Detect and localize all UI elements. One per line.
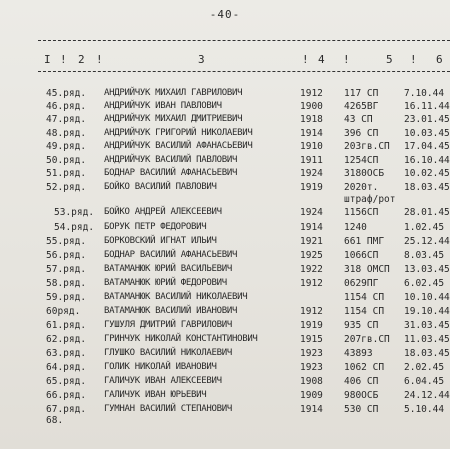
person-name: АНДРИЙЧУК ГРИГОРИЙ НИКОЛАЕВИЧ (104, 128, 253, 138)
row-number: 59.ряд. (46, 292, 87, 303)
row-number: 62.ряд. (46, 334, 87, 345)
birth-year: 1911 (300, 155, 323, 166)
unit: 318 ОМСП (344, 264, 390, 275)
table-row (0, 390, 450, 403)
date: 25.12.44 (404, 236, 450, 247)
header-col-5: 5 (386, 53, 393, 66)
table-row (0, 141, 450, 154)
unit: 661 ПМГ (344, 236, 385, 247)
header-col-4: 4 (318, 53, 325, 66)
row-number: 48.ряд. (46, 128, 87, 139)
birth-year: 1915 (300, 334, 323, 345)
table-row (0, 278, 450, 291)
unit: 1154 СП (344, 306, 385, 317)
unit: 3180ОСБ (344, 168, 385, 179)
date: 10.02.45 (404, 168, 450, 179)
header-bottom-rule (38, 71, 450, 72)
row-number: 63.ряд. (46, 348, 87, 359)
table-row (0, 415, 450, 428)
person-name: ГАЛИЧУК ИВАН АЛЕКСЕЕВИЧ (104, 376, 222, 386)
header-sep-1: ! (60, 53, 67, 66)
birth-year: 1922 (300, 264, 323, 275)
row-number: 57.ряд. (46, 264, 87, 275)
person-name: ВАТАМАНЮК ЮРИЙ ВАСИЛЬЕВИЧ (104, 264, 232, 274)
birth-year: 1924 (300, 168, 323, 179)
row-number: 49.ряд. (46, 141, 87, 152)
table-row (0, 362, 450, 375)
table-row (0, 250, 450, 263)
person-name: ГЛУШКО ВАСИЛИЙ НИКОЛАЕВИЧ (104, 348, 232, 358)
person-name: АНДРИЙЧУК ИВАН ПАВЛОВИЧ (104, 101, 222, 111)
date: 11.03.45 (404, 334, 450, 345)
person-name: ГРИНЧУК НИКОЛАЙ КОНСТАНТИНОВИЧ (104, 334, 258, 344)
row-number: 56.ряд. (46, 250, 87, 261)
date: 2.02.45 (404, 362, 445, 373)
row-number: 53.ряд. (54, 207, 95, 218)
row-number: 50.ряд. (46, 155, 87, 166)
birth-year: 1912 (300, 278, 323, 289)
page-number: -40- (209, 8, 241, 21)
header-sep-3: ! (302, 53, 309, 66)
unit: 1062 СП (344, 362, 385, 373)
table-row (0, 348, 450, 361)
table-row (0, 320, 450, 333)
row-number: 67.ряд. (46, 404, 87, 415)
birth-year: 1914 (300, 222, 323, 233)
person-name: ГОЛИК НИКОЛАЙ ИВАНОВИЧ (104, 362, 217, 372)
date: 28.01.45 (404, 207, 450, 218)
table-row (0, 207, 450, 220)
table-row (0, 334, 450, 347)
unit: 203гв.СП (344, 141, 390, 152)
date: 7.10.44 (404, 88, 445, 99)
unit-note: штраф/рот (344, 194, 396, 205)
birth-year: 1923 (300, 362, 323, 373)
unit: 935 СП (344, 320, 379, 331)
person-name: ГАЛИЧУК ИВАН ЮРЬЕВИЧ (104, 390, 207, 400)
unit: 980ОСБ (344, 390, 379, 401)
birth-year: 1921 (300, 236, 323, 247)
table-row (0, 114, 450, 127)
row-number: 61.ряд. (46, 320, 87, 331)
person-name: БОДНАР ВАСИЛИЙ АФАНАСЬЕВИЧ (104, 168, 238, 178)
date: 16.11.44 (404, 101, 450, 112)
header-top-rule (38, 40, 450, 41)
date: 10.10.44 (404, 292, 450, 303)
date: 6.02.45 (404, 278, 445, 289)
person-name: ВАТАМАНЮК ВАСИЛИЙ ИВАНОВИЧ (104, 306, 238, 316)
person-name: БОРУК ПЕТР ФЕДОРОВИЧ (104, 222, 207, 232)
date: 17.04.45 (404, 141, 450, 152)
person-name: АНДРИЙЧУК ВАСИЛИЙ АФАНАСЬЕВИЧ (104, 141, 253, 151)
birth-year: 1912 (300, 88, 323, 99)
unit: 406 СП (344, 376, 379, 387)
birth-year: 1909 (300, 390, 323, 401)
birth-year: 1912 (300, 306, 323, 317)
date: 13.03.45 (404, 264, 450, 275)
header-col-2: 2 (78, 53, 85, 66)
person-name: ВАТАМАНЮК ВАСИЛИЙ НИКОЛАЕВИЧ (104, 292, 248, 302)
table-row (0, 222, 450, 235)
unit: 1240 (344, 222, 367, 233)
birth-year: 1900 (300, 101, 323, 112)
table-row (0, 155, 450, 168)
birth-year: 1923 (300, 348, 323, 359)
date: 16.10.44 (404, 155, 450, 166)
table-row (0, 292, 450, 305)
person-name: АНДРИЙЧУК МИХАИЛ ДМИТРИЕВИЧ (104, 114, 243, 124)
date: 31.03.45 (404, 320, 450, 331)
date: 23.01.45 (404, 114, 450, 125)
unit: 1254СП (344, 155, 379, 166)
table-row (0, 101, 450, 114)
row-number: 51.ряд. (46, 168, 87, 179)
row-number: 52.ряд. (46, 182, 87, 193)
date: 10.03.45 (404, 128, 450, 139)
table-row (0, 128, 450, 141)
unit: 43 СП (344, 114, 373, 125)
date: 18.03.45 (404, 348, 450, 359)
row-number: 60ряд. (46, 306, 81, 317)
unit: 530 СП (344, 404, 379, 415)
birth-year: 1914 (300, 128, 323, 139)
birth-year: 1919 (300, 182, 323, 193)
birth-year: 1924 (300, 207, 323, 218)
unit: 2020т. (344, 182, 379, 193)
header-sep-5: ! (410, 53, 417, 66)
table-row (0, 182, 450, 205)
table-row (0, 168, 450, 181)
unit: 1066СП (344, 250, 379, 261)
unit: 207гв.СП (344, 334, 390, 345)
date: 8.03.45 (404, 250, 445, 261)
unit: 0629ПГ (344, 278, 379, 289)
table-row (0, 236, 450, 249)
person-name: БОДНАР ВАСИЛИЙ АФАНАСЬЕВИЧ (104, 250, 238, 260)
table-row (0, 306, 450, 319)
person-name: ГУШУЛЯ ДМИТРИЙ ГАВРИЛОВИЧ (104, 320, 232, 330)
date: 1.02.45 (404, 222, 445, 233)
person-name: ГУМНАН ВАСИЛИЙ СТЕПАНОВИЧ (104, 404, 232, 414)
row-number: 64.ряд. (46, 362, 87, 373)
header-sep-2: ! (96, 53, 103, 66)
birth-year: 1919 (300, 320, 323, 331)
table-row (0, 376, 450, 389)
birth-year: 1914 (300, 404, 323, 415)
header-col-3: 3 (198, 53, 205, 66)
row-number: 68. (46, 415, 64, 426)
unit: 1156СП (344, 207, 379, 218)
person-name: БОЙКО ВАСИЛИЙ ПАВЛОВИЧ (104, 182, 217, 192)
date: 19.10.44 (404, 306, 450, 317)
header-sep-4: ! (343, 53, 350, 66)
unit: 117 СП (344, 88, 379, 99)
person-name: АНДРИЙЧУК МИХАИЛ ГАВРИЛОВИЧ (104, 88, 243, 98)
birth-year: 1918 (300, 114, 323, 125)
person-name: БОЙКО АНДРЕЙ АЛЕКСЕЕВИЧ (104, 207, 222, 217)
birth-year: 1925 (300, 250, 323, 261)
unit: 4265ВГ (344, 101, 379, 112)
row-number: 46.ряд. (46, 101, 87, 112)
date: 5.10.44 (404, 404, 445, 415)
birth-year: 1908 (300, 376, 323, 387)
date: 6.04.45 (404, 376, 445, 387)
row-number: 54.ряд. (54, 222, 95, 233)
unit: 396 СП (344, 128, 379, 139)
table-row (0, 88, 450, 101)
header-col-1: I (44, 53, 51, 66)
row-number: 47.ряд. (46, 114, 87, 125)
date: 18.03.45 (404, 182, 450, 193)
person-name: АНДРИЙЧУК ВАСИЛИЙ ПАВЛОВИЧ (104, 155, 238, 165)
unit: 43893 (344, 348, 373, 359)
row-number: 66.ряд. (46, 390, 87, 401)
row-number: 65.ряд. (46, 376, 87, 387)
unit: 1154 СП (344, 292, 385, 303)
date: 24.12.44 (404, 390, 450, 401)
row-number: 55.ряд. (46, 236, 87, 247)
birth-year: 1910 (300, 141, 323, 152)
row-number: 58.ряд. (46, 278, 87, 289)
table-row (0, 264, 450, 277)
person-name: ВАТАМАНЮК ЮРИЙ ФЕДОРОВИЧ (104, 278, 227, 288)
row-number: 45.ряд. (46, 88, 87, 99)
person-name: БОРКОВСКИЙ ИГНАТ ИЛЬИЧ (104, 236, 217, 246)
header-col-6: 6 (436, 53, 443, 66)
